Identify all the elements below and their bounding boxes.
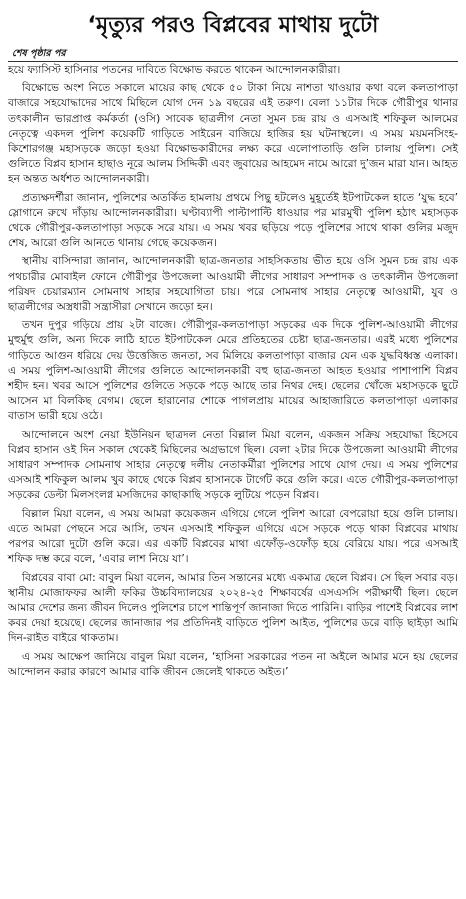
- paragraph: বিল্লাল মিয়া বলেন, এ সময় আমরা কয়েকজন এগিয়ে গেলে পুলিশ আরো বেপরোয়া হয়ে গুলি চালায়। এতে আমরা পেছনে সরে আসি, তখন এসআই শফিকুল এগিয়ে এসে সড়কে পড়ে থাকা বিপ্লবের মাথায় পরপর আরো দুটো গুলি করে। এর একটি বিপ্লবের মাথা এফোঁড়-ওফোঁড় হয়ে বেরিয়ে যায়। পরে এসআই শফিক দম্ভ করে বলে, ‘এবার লাশ নিয়ে যা’।: [8, 507, 458, 566]
- paragraph: প্রত্যক্ষদর্শীরা জানান, পুলিশের অতর্কিত হামলায় প্রথমে পিছু হটলেও মুহূর্তেই ইটপাটকেল হাতে ‘যুদ্ধ হবে’ স্লোগানে রুখে দাঁড়ায় আন্দোলনকারীরা। ঘণ্টাব্যাপী পাল্টাপাল্টি ধাওয়ার পর মারমুখী পুলিশ হঠাৎ মহাসড়ক থেকে গৌরীপুর-কলতাপাড়া সড়কে সরে যায়। এ সময় খবর ছড়িয়ে পড়ে পুলিশের সাথে থাকা গুলির মজুদ শেষ, আরো গুলি আনতে থানায় গেছে কয়েকজন।: [8, 191, 458, 250]
- article-body: [8, 63, 458, 680]
- divider: [8, 61, 458, 62]
- paragraph: এ সময় আক্ষেপ জানিয়ে বাবুল মিয়া বলেন, ‘হাসিনা সরকারের পতন না অইলে আমার মনে হয় ছেলের আন্দোলন করার কারণে আমার বাকি জীবন জেলেই থাকতে অইত।’: [8, 650, 458, 678]
- paragraph: হয়ে ফ্যাসিস্ট হাসিনার পতনের দাবিতে বিক্ষোভ করতে থাকেন আন্দোলনকারীরা।: [8, 64, 341, 76]
- headline: ‘মৃত্যুর পরও বিপ্লবের মাথায় দুটো: [87, 13, 379, 38]
- paragraph: স্থানীয় বাসিন্দারা জানান, আন্দোলনকারী ছাত্র-জনতার সাহসিকতায় ভীত হয়ে ওসি সুমন চন্দ্র রায় এক পথচারীর মোবাইল ফোনে গৌরীপুর উপজেলা আওয়ামী লীগের সাধারণ সম্পাদক ও তৎকালীন উপজেলা পরিষদ চেয়ারম্যান সোমনাথ সাহার সহযোগিতা চায়। পরে সোমনাথ সাহার নেতৃত্বে আওয়ামী, যুব ও ছাত্রলীগের অস্ত্রধারী সন্ত্রাসীরা সেখানে জড়ো হন।: [8, 255, 458, 314]
- paragraph: তখন দুপুর গড়িয়ে প্রায় ২টা বাজে। গৌরীপুর-কলতাপাড়া সড়কের এক দিকে পুলিশ-আওয়ামী লীগের মুহুর্মুহু গুলি, অন্য দিকে লাঠি হাতে ইটপাটকেল মেরে প্রতিহতের চেষ্টা ছাত্র-জনতার। এরই মধ্যে পুলিশের গাড়িতে আগুন ধরিয়ে দেয় উত্তেজিত জনতা, সব মিলিয়ে কলতাপাড়া বাজার যেন এক যুদ্ধবিধ্বস্ত এলাকা। এ সময় পুলিশ-আওয়ামী লীগের গুলিতে আন্দোলনকারী বহু ছাত্র-জনতা আহত হওয়ার পাশাপাশি বিপ্লব শহীদ হন। খবর আসে পুলিশের গুলিতে সড়কে পড়ে আছে তার নিথর দেহ। ছেলের খোঁজে মহাসড়কে ছুটে আসেন মা বিলকিছ বেগম। ছেলে হারানোর শোকে পাগলপ্রায় মায়ের আহাজারিতে কলতাপাড়া এলাকার বাতাস ভারী হয়ে ওঠে।: [8, 319, 458, 423]
- paragraph: বিপ্লবের বাবা মো: বাবুল মিয়া বলেন, আমার তিন সন্তানের মধ্যে একমাত্র ছেলে বিপ্লব। সে ছিল সবার বড়। স্থানীয় মোজাফফর আলী ফকির উচ্চবিদ্যালয়ের ২০২৪-২৫ শিক্ষাবর্ষের এসএসসি পরীক্ষার্থী ছিল। ছেলে আমার দেশের জন্য জীবন দিলেও পুলিশের চাপে শান্তিপূর্ণ জানাজা দিতে পারিনি। বাড়ির পাশেই বিপ্লবের লাশ কবর দেয়া হয়েছে। ছেলের জানাজার পর প্রতিদিনই বাড়িতে পুলিশ আইত, পুলিশের ডরে বাড়ি ছাইড়া আমি দিন-রাইত বাইরে থাকতাম।: [8, 571, 458, 645]
- paragraph: বিক্ষোভে অংশ নিতে সকালে মায়ের কাছ থেকে ৫০ টাকা নিয়ে নাশতা খাওয়ার কথা বলে কলতাপাড়া বাজারে সহযোদ্ধাদের সাথে মিছিলে যোগ দেন ১৯ বছরের এই তরুণ। বেলা ১১টার দিকে গৌরীপুর থানার তৎকালীন ভারপ্রাপ্ত কর্মকর্তা (ওসি) সাবেক ছাত্রলীগ নেতা সুমন চন্দ্র রায় ও এসআই শফিকুল আলমের নেতৃত্বে একদল পুলিশ কয়েকটি গাড়িতে সাইরেন বাজিয়ে হাজির হয় ঘটনাস্থলে। এ সময় ময়মনসিংহ-কিশোরগঞ্জ মহাসড়কে জড়ো হওয়া বিক্ষোভকারীদের লক্ষ্য করে এলোপাতাড়ি গুলি চালায় পুলিশ। সেই গুলিতে বিপ্লব হাসান হাছাও নূরে আলম সিদ্দিকী এবং জুবায়ের আহমেদ নামে আরো দু’জন মারা যান। আহত হন অন্তত অর্ধশত আন্দোলনকারী।: [8, 82, 458, 186]
- paragraph: আন্দোলনে অংশ নেয়া ইউনিয়ন ছাত্রদল নেতা বিল্লাল মিয়া বলেন, একজন সক্রিয় সহযোদ্ধা হিসেবে বিপ্লব হাসান ওই দিন সকাল থেকেই মিছিলের অগ্রভাগে ছিল। বেলা ২টার দিকে উপজেলা আওয়ামী লীগের সাধারণ সম্পাদক সোমনাথ সাহার নেতৃত্বে দলীয় নেতাকর্মীরা পুলিশের সাথে যোগ দেয়। এ সময় পুলিশের এসআই শফিকুল আলম খুব কাছে থেকে বিপ্লব হাসানকে টার্গেট করে গুলি করে। এতে গৌরীপুর-কলতাপাড়া সড়কের ডেল্টা মিলসংলগ্ন মসজিদের কাছাকাছি সড়কে লুটিয়ে পড়েন বিপ্লব।: [8, 428, 458, 502]
- continued-from-label: শেষ পৃষ্ঠার পর: [12, 48, 66, 59]
